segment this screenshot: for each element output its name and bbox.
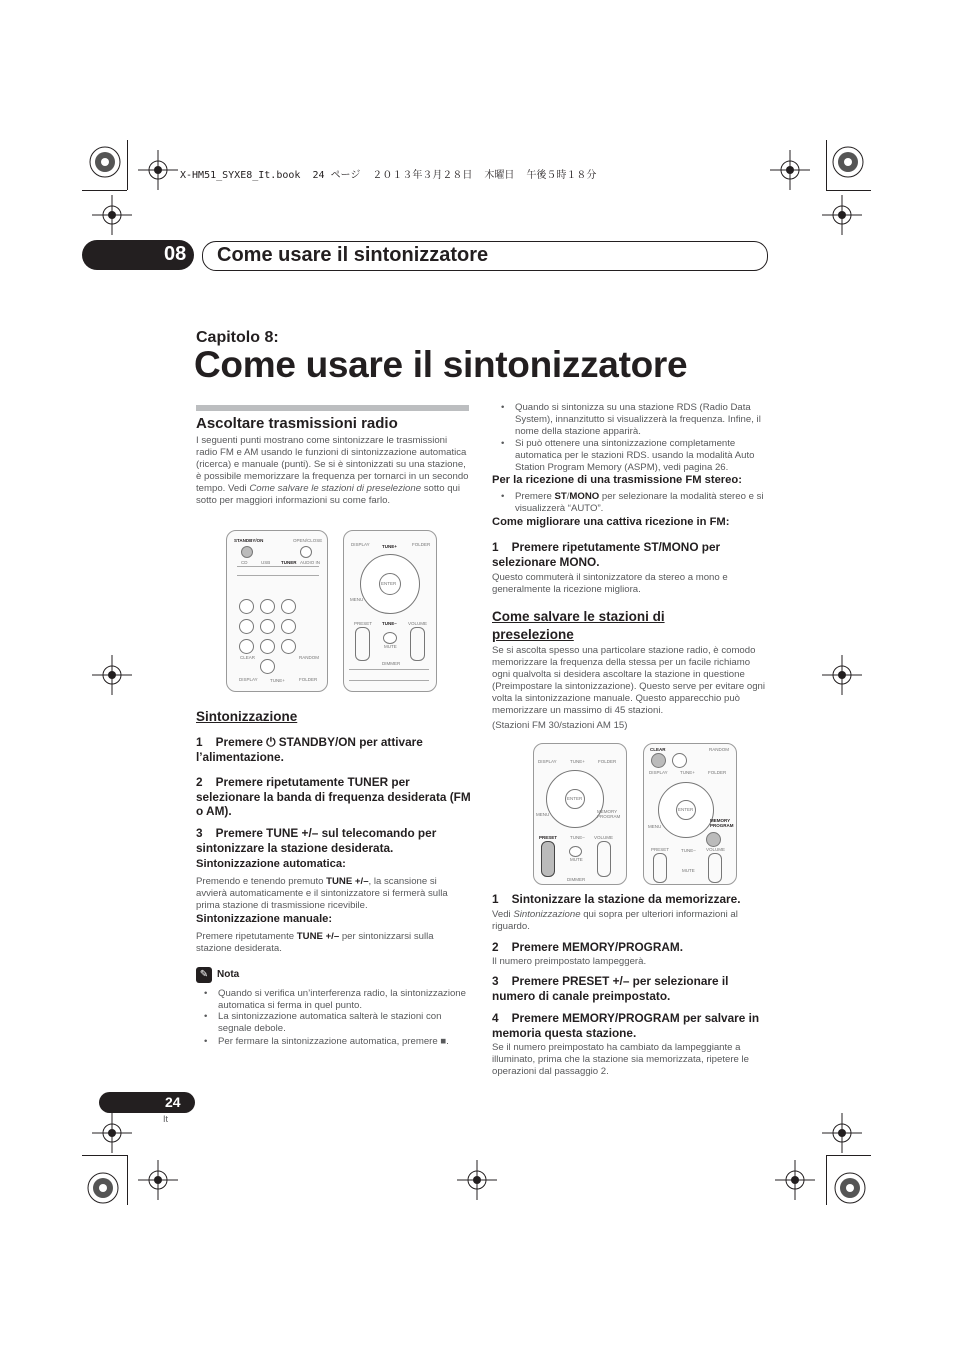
random-label: RANDOM [299,655,319,660]
bad-reception-step-1: 1 Premere ripetutamente ST/MONO per selezionare MONO. [492,540,721,569]
memory-label: MEMORY PROGRAM [710,818,734,828]
display-label: DISPLAY [649,770,668,775]
remote-control-illustration [226,530,328,692]
tune-minus-label: TUNE– [681,848,696,853]
tune-plus-label: TUNE+ [382,544,397,549]
cd-label: CD [241,560,248,565]
crosshair-icon [822,1113,862,1153]
folder-label: FOLDER [299,677,318,682]
intro-text: I seguenti punti mostrano come sintonizzare le trasmissioni radio FM e AM usando le funzioni di sintonizzazione automatica (ricerca) e manuale (punti). Se si è sintonizzati su una stazione, è possibile memorizzare la frequenza per tornarci in un secondo tempo. Vedi [196,435,469,495]
tune-minus-label: TUNE– [382,621,397,626]
note-item: • Quando si verifica un’interferenza radio, la sintonizzazione automatica si ferma in quel punto. [218,988,470,1012]
bad-reception-text: Questo commuterà il sintonizzatore da stereo a mono e generalmente la ricezione migliora. [492,572,728,596]
rds-bullet: • Quando si sintonizza su una stazione RDS (Radio Data System), innanzitutto si visualizzerà la frequenza. Infine, il nome della stazione apparirà. [515,402,768,438]
page-number: 24 [165,1094,181,1110]
number-button [260,599,275,614]
crosshair-icon [770,150,810,190]
crosshair-icon [92,655,132,695]
save-presets-text: Se si ascolta spesso una particolare stazione radio, è comodo memorizzare la frequenza della stessa per un facile richiamo ogni qualvolta si desidera ascoltare la stazione in questione (Preimpostare la sintonizzazione). Questo serve per evitare ogni volta la sintonizzazione manuale. Questo apparecchio può memorizzare un massimo di 45 stazioni. [492,645,766,717]
store-step-2-text: Il numero preimpostato lampeggerà. [492,956,647,967]
number-button [239,639,254,654]
menu-label: MENU [536,812,550,817]
section-rule [196,405,469,411]
menu-label: MENU [350,597,364,602]
number-button [672,753,687,768]
remote-control-illustration [343,530,437,692]
note-icon: ✎ [196,967,212,983]
registration-mark-icon [828,142,868,182]
mute-label: MUTE [570,857,583,862]
open-close-label: OPEN/CLOSE [293,538,323,543]
note-item: • La sintonizzazione automatica salterà le stazioni con segnale debole. [218,1011,470,1035]
dimmer-label: DIMMER [382,661,401,666]
fm-stereo-bullet [515,491,768,515]
clear-label: CLEAR [240,655,256,660]
clear-button [651,753,666,768]
chapter-label: Capitolo 8: [196,329,279,346]
folder-label: FOLDER [412,542,431,547]
standby-icon: ⏻ [266,735,276,749]
store-step-4: 4 Premere MEMORY/PROGRAM per salvare in memoria questa stazione. [492,1011,760,1040]
dimmer-label: DIMMER [567,877,586,882]
folder-label: FOLDER [598,759,617,764]
tune-minus-label: TUNE– [570,835,585,840]
random-label: RANDOM [709,747,729,752]
preset-label: PRESET [354,621,373,626]
volume-label: VOLUME [594,835,614,840]
preset-rocker [653,853,667,883]
enter-label: ENTER [678,807,694,812]
tune-plus-label: TUNE+ [680,770,695,775]
number-button [260,639,275,654]
auto-tuning-text [196,876,469,912]
mute-button [569,846,582,857]
remote-control-illustration [643,743,737,885]
preset-rocker [355,627,370,661]
store-step-2: 2 Premere MEMORY/PROGRAM. [492,940,683,954]
store-step-1-text-a: Vedi [492,909,514,920]
intro-link-text: Come salvare le stazioni di preselezione [249,483,422,495]
save-presets-note: (Stazioni FM 30/stazioni AM 15) [492,720,628,731]
crosshair-icon [457,1160,497,1200]
standby-label: STANDBY/ON [234,538,264,543]
mute-button [383,632,397,644]
running-header [202,241,768,271]
volume-label: VOLUME [408,621,428,626]
enter-label: ENTER [567,796,583,801]
crosshair-icon [822,195,862,235]
memory-label: MEMORY PROGRAM [597,809,621,819]
step-3: 3 Premere TUNE +/– sul telecomando per sintonizzare la stazione desiderata. [196,826,437,855]
store-step-4-text: Se il numero preimpostato ha cambiato da lampeggiante a illuminato, prima che la stazione sia memorizzata, ripetere le operazioni dal passaggio 2. [492,1042,750,1078]
auto-tuning-text-a: Premendo e tenendo premuto [196,876,327,887]
intro-text-end: sotto qui sotto per maggiori informazioni su come farlo. [196,483,460,507]
number-button [260,659,275,674]
bottom-buttons [349,669,429,681]
number-button [239,599,254,614]
registration-mark-icon [830,1168,870,1208]
crosshair-icon [138,1160,178,1200]
store-step-1-text [492,909,768,933]
mute-label: MUTE [384,644,397,649]
fm-stereo-text-a: Premere [515,491,555,502]
volume-rocker [597,841,611,877]
display-label: DISPLAY [239,677,258,682]
remote-control-illustration [533,743,627,885]
chapter-number: 08 [164,243,187,265]
number-button [281,639,296,654]
volume-rocker [708,853,722,883]
volume-label: VOLUME [706,847,726,852]
preset-rocker [541,841,555,877]
section-heading: Ascoltare trasmissioni radio [196,415,398,432]
tune-plus-label: TUNE+ [270,678,285,683]
registration-mark-icon [85,142,125,182]
note-item: • Per fermare la sintonizzazione automatica, premere ■. [218,1036,470,1048]
number-button [281,619,296,634]
auto-tuning-key: TUNE +/– [326,876,369,887]
volume-rocker [410,627,425,661]
manual-tuning-text-c: per sintonizzarsi sulla stazione desiderata. [196,931,434,955]
crop-line [826,1155,871,1156]
auto-tuning-text-c: , la scansione si avvierà automaticamente e il sintonizzatore si fermerà sulla prima stazione di trasmissione ricevibile. [196,876,448,912]
crop-line [82,190,127,191]
clear-label: CLEAR [650,747,666,752]
display-label: DISPLAY [538,759,557,764]
source-buttons [237,566,319,576]
memory-program-button [706,832,721,847]
open-close-button [300,546,312,558]
bad-reception-heading: Come migliorare una cattiva ricezione in FM: [492,516,730,528]
step-1-text-end: STANDBY/ON per attivare l’alimentazione. [196,735,423,764]
manual-tuning-text-a: Premere ripetutamente [196,931,297,942]
crop-line [82,1155,127,1156]
crosshair-icon [138,150,178,190]
crosshair-icon [822,655,862,695]
page-title: Come usare il sintonizzatore [194,344,688,385]
usb-label: USB [261,560,271,565]
store-step-1-text-b: qui sopra per ulteriori informazioni al riguardo. [492,909,738,933]
crosshair-icon [92,1113,132,1153]
st-key: ST [554,491,567,502]
step-1 [196,735,471,764]
store-step-1: 1 Sintonizzare la stazione da memorizzare. [492,892,741,906]
crop-line [127,1155,128,1205]
running-header-title: Come usare il sintonizzatore [217,244,489,266]
mono-key: MONO [569,491,600,502]
crosshair-icon [92,195,132,235]
manual-tuning-key: TUNE +/– [296,931,340,942]
intro-paragraph [196,435,469,508]
preset-label: PRESET [539,835,558,840]
crop-line [826,140,827,190]
folder-label: FOLDER [708,770,727,775]
tuning-reference: Sintonizzazione [513,909,581,920]
manual-tuning-heading: Sintonizzazione manuale: [196,913,333,925]
chapter-number-tab [82,240,194,270]
aspm-bullet: • Si può ottenere una sintonizzazione completamente automatica per le stazioni RDS. usando la modalità Auto Station Program Memory (ASPM), vedi pagina 26. [515,438,768,474]
fm-stereo-text-e: per selezionare la modalità stereo e si visualizzerà “AUTO”. [515,491,764,515]
crop-line [127,140,128,190]
mute-label: MUTE [682,868,695,873]
standby-button [241,546,253,558]
crop-line [826,190,871,191]
enter-label: ENTER [381,581,397,586]
crosshair-icon [775,1160,815,1200]
store-step-3: 3 Premere PRESET +/– per selezionare il numero di canale preimpostato. [492,974,729,1003]
subsection-heading: Sintonizzazione [196,709,298,724]
print-header: X-HM51_SYXE8_It.book 24 ページ ２０１３年３月２８日 木曜日 午後５時１８分 [180,170,597,181]
audio-in-label: AUDIO IN [300,560,321,565]
fm-stereo-heading: Per la ricezione di una trasmissione FM stereo: [492,474,742,486]
subsection-heading: Come salvare le stazioni di preselezione [492,609,665,642]
menu-label: MENU [648,824,662,829]
crop-line [826,1155,827,1205]
tune-plus-label: TUNE+ [570,759,585,764]
tuner-label: TUNER [281,560,297,565]
preset-label: PRESET [651,847,670,852]
manual-tuning-text [196,931,469,955]
auto-tuning-heading: Sintonizzazione automatica: [196,858,346,870]
page-number-tab [99,1092,195,1113]
step-1-text: 1 Premere [196,735,267,749]
language-code: It [163,1114,169,1124]
number-button [239,619,254,634]
number-button [260,619,275,634]
note-heading: Nota [217,969,240,980]
display-label: DISPLAY [351,542,370,547]
step-2: 2 Premere ripetutamente TUNER per selezionare la banda di frequenza desiderata (FM o AM). [196,775,471,818]
slash: / [566,491,570,502]
number-button [281,599,296,614]
registration-mark-icon [83,1168,123,1208]
